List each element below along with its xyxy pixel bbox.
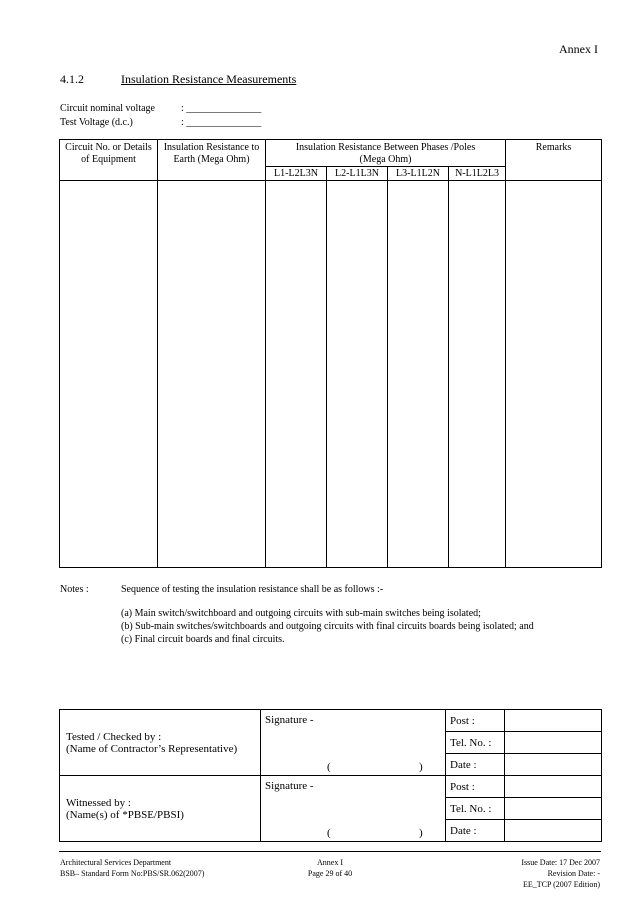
- witnessed-post-label: Post :: [446, 776, 505, 798]
- col-remarks-header: Remarks: [506, 140, 602, 181]
- notes-label: Notes :: [60, 584, 89, 595]
- witnessed-signature-label: Signature -: [265, 780, 314, 792]
- tested-by-cell: [60, 710, 261, 776]
- footer-issue-date: Issue Date: 17 Dec 2007: [521, 858, 600, 867]
- tested-tel-label: Tel. No. :: [446, 732, 505, 754]
- tested-paren-close: ): [419, 761, 423, 773]
- footer-form-no: BSB– Standard Form No:PBS/SR.062(2007): [60, 869, 205, 878]
- footer-divider: [59, 851, 601, 852]
- witnessed-date-label: Date :: [446, 820, 505, 842]
- cell-l1[interactable]: [266, 181, 327, 568]
- test-voltage-value[interactable]: : _______________: [181, 117, 262, 128]
- annex-header: Annex I: [559, 42, 598, 56]
- footer-annex: Annex I: [317, 858, 343, 867]
- notes-intro: Sequence of testing the insulation resistance shall be as follows :-: [121, 584, 384, 595]
- witnessed-by-label: Witnessed by :: [66, 796, 131, 809]
- note-item-b: (b) Sub-main switches/switchboards and outgoing circuits with final circuits boards being isolated; and: [121, 621, 534, 632]
- witnessed-signature-cell[interactable]: [261, 776, 446, 842]
- cell-circuit[interactable]: [60, 181, 158, 568]
- note-item-a: (a) Main switch/switchboard and outgoing circuits with sub-main switches being isolated;: [121, 608, 481, 619]
- tested-paren-open: (: [327, 761, 331, 773]
- col-earth-header: Insulation Resistance to Earth (Mega Ohm): [158, 140, 266, 181]
- cell-l3[interactable]: [388, 181, 449, 568]
- insulation-table: [59, 139, 602, 568]
- cell-l2[interactable]: [327, 181, 388, 568]
- tested-by-sublabel: (Name of Contractor’s Representative): [66, 742, 238, 755]
- signature-table: [59, 709, 602, 842]
- cell-remarks[interactable]: [506, 181, 602, 568]
- subcol-n: N-L1L2L3: [449, 167, 506, 181]
- section-number: 4.1.2: [60, 72, 84, 86]
- witnessed-tel-value[interactable]: [505, 798, 602, 820]
- cell-earth[interactable]: [158, 181, 266, 568]
- tested-signature-cell[interactable]: [261, 710, 446, 776]
- col-circuit-header: Circuit No. or Details of Equipment: [60, 140, 158, 181]
- witnessed-by-sublabel: (Name(s) of *PBSE/PBSI): [66, 808, 184, 821]
- col-phases-unit: (Mega Ohm): [359, 154, 412, 165]
- section-title: Insulation Resistance Measurements: [121, 72, 297, 86]
- footer-right: [521, 857, 600, 890]
- col-phases-header: Insulation Resistance Between Phases /Poles (Mega Ohm): [266, 140, 506, 167]
- footer-revision-date: Revision Date: -: [547, 869, 600, 878]
- witnessed-by-cell: [60, 776, 261, 842]
- tested-by-label: Tested / Checked by :: [66, 730, 162, 743]
- circuit-voltage-label: Circuit nominal voltage: [60, 103, 155, 114]
- footer-page: Page 29 of 40: [307, 869, 353, 878]
- footer-edition: EE_TCP (2007 Edition): [522, 880, 600, 889]
- circuit-voltage-value[interactable]: : _______________: [181, 103, 262, 114]
- footer-left: [60, 857, 204, 879]
- tested-post-value[interactable]: [505, 710, 602, 732]
- tested-date-label: Date :: [446, 754, 505, 776]
- tested-post-label: Post :: [446, 710, 505, 732]
- subcol-l2: L2-L1L3N: [327, 167, 388, 181]
- tested-date-value[interactable]: [505, 754, 602, 776]
- witnessed-date-value[interactable]: [505, 820, 602, 842]
- witnessed-tel-label: Tel. No. :: [446, 798, 505, 820]
- cell-n[interactable]: [449, 181, 506, 568]
- footer-center: [270, 857, 390, 879]
- subcol-l3: L3-L1L2N: [388, 167, 449, 181]
- tested-signature-label: Signature -: [265, 714, 314, 726]
- witnessed-paren-close: ): [419, 827, 423, 839]
- tested-tel-value[interactable]: [505, 732, 602, 754]
- test-voltage-label: Test Voltage (d.c.): [60, 117, 133, 128]
- subcol-l1: L1-L2L3N: [266, 167, 327, 181]
- witnessed-post-value[interactable]: [505, 776, 602, 798]
- note-item-c: (c) Final circuit boards and final circuits.: [121, 634, 285, 645]
- footer-department: Architectural Services Department: [60, 858, 172, 867]
- witnessed-paren-open: (: [327, 827, 331, 839]
